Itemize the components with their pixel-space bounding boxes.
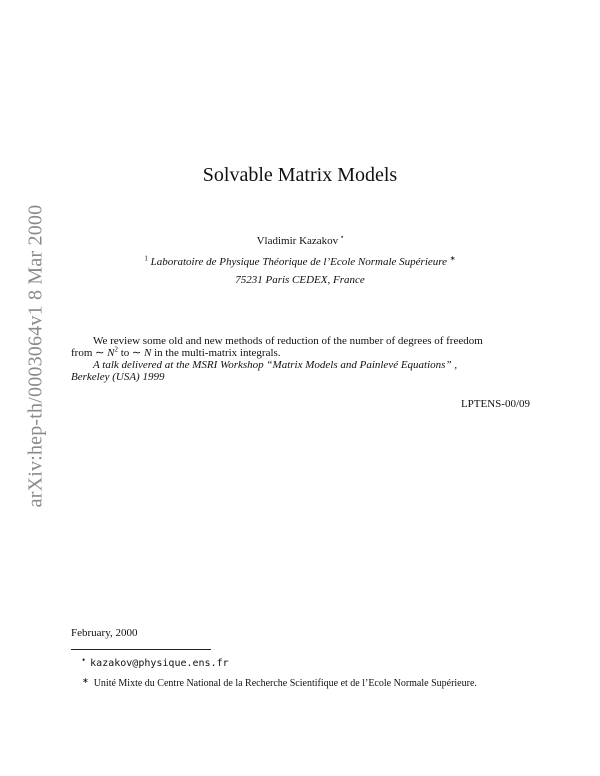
author-line: [0, 235, 600, 247]
footnote-affiliation-mark: ∗: [82, 676, 89, 685]
affiliation-address: 75231 Paris CEDEX, France: [235, 274, 365, 286]
affiliation-number: 1: [144, 254, 148, 263]
paper-title: Solvable Matrix Models: [202, 164, 398, 186]
paper-date: February, 2000: [71, 627, 138, 639]
affiliation-footnote-mark: ∗: [449, 254, 456, 263]
footnote-affiliation-text: Unité Mixte du Centre National de la Recherche Scientifique et de l’Ecole Normale Supérieure.: [93, 678, 477, 689]
footnote-rule: [71, 649, 211, 650]
footnote-affiliation: [71, 673, 530, 691]
footnote-email: [82, 655, 229, 669]
abstract-line-2: [71, 347, 530, 359]
affiliation-line: [0, 256, 600, 268]
math-exponent: 2: [114, 345, 118, 354]
author-name: Vladimir Kazakov: [256, 235, 339, 247]
author-footnote-mark: •: [340, 233, 344, 242]
author-email: kazakov@physique.ens.fr: [90, 658, 229, 669]
talk-note-line-1: A talk delivered at the MSRI Workshop “Matrix Models and Painlevé Equations” ,: [93, 359, 458, 371]
report-number: LPTENS-00/09: [460, 398, 530, 410]
footnote-email-mark: •: [82, 655, 86, 665]
arxiv-identifier-stamp: arXiv:hep-th/0003064v1 8 Mar 2000: [24, 204, 47, 508]
abstract-line-2-post: in the multi-matrix integrals.: [151, 347, 281, 359]
abstract: [71, 335, 530, 383]
abstract-line-1: We review some old and new methods of reduction of the number of degrees of freedom: [93, 335, 483, 347]
abstract-line-2-mid: to ∼: [117, 347, 144, 359]
math-N: N: [143, 347, 152, 359]
affiliation-text: Laboratoire de Physique Théorique de l’Ecole Normale Supérieure: [150, 256, 448, 268]
talk-note-line-2: Berkeley (USA) 1999: [71, 371, 165, 383]
math-N-squared: N: [107, 347, 115, 359]
abstract-line-2-pre: from ∼: [71, 347, 108, 359]
